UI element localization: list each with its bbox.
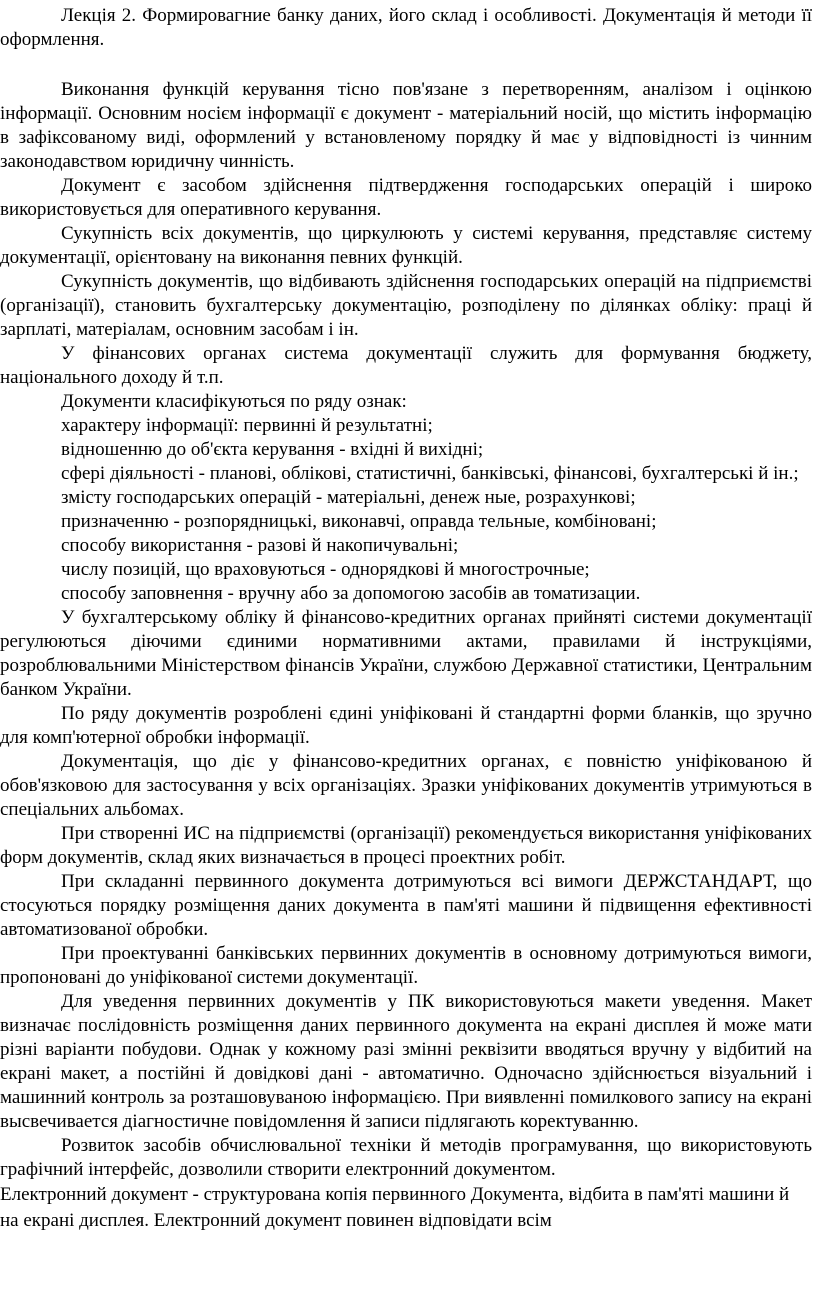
intro-paragraph: Сукупність всіх документів, що циркулюють у системі керування, представляє систему документації, орієнтовану на виконання певних функцій. xyxy=(0,223,812,268)
body-paragraph: При створенні ИС на підприємстві (організації) рекомендується використання уніфікованих форм документів, склад яких визначається в процесі проектних робіт. xyxy=(0,823,812,868)
body-paragraph: Документація, що діє у фінансово-кредитних органах, є повністю уніфікованою й обов'язковою для застосування у всіх організаціях. Зразки уніфікованих документів утримуються в спеціальних альбомах. xyxy=(0,751,812,820)
classification-item: змісту господарських операцій - матеріальні, денеж ные, розрахункові; xyxy=(61,487,636,508)
body-paragraph: При проектуванні банківських первинних документів в основному дотримуються вимоги, пропоновані до уніфікованої системи документації. xyxy=(0,943,812,988)
intro-paragraph: Виконання функцій керування тісно пов'язане з перетворенням, аналізом і оцінкою інформації. Основним носієм інформації є документ - матеріальний носій, що містить інформацію в зафіксованому виді, оформлений у встановленому порядку й має у відповідності із чинним законодавством юридичну чинність. xyxy=(0,79,812,172)
body-paragraph: При складанні первинного документа дотримуються всі вимоги ДЕРЖСТАНДАРТ, що стосуються порядку розміщення даних документа в пам'яті машини й підвищення ефективності автоматизованої обробки. xyxy=(0,871,812,940)
classification-item: призначенню - розпорядницькі, виконавчі, оправда тельные, комбіновані; xyxy=(61,511,657,532)
final-paragraph: Електронний документ - структурована копія первинного Документа, відбита в пам'яті машини й на екрані дисплея. Електронний документ повинен відповідати всім xyxy=(0,1184,790,1231)
intro-paragraph: Документ є засобом здійснення підтвердження господарських операцій і широко використовується для оперативного керування. xyxy=(0,175,812,220)
body-paragraph: По ряду документів розроблені єдині уніфіковані й стандартні форми бланків, що зручно для комп'ютерної обробки інформації. xyxy=(0,703,812,748)
classification-item: способу заповнення - вручну або за допомогою засобів ав томатизации. xyxy=(61,583,641,604)
classification-item: числу позицій, що враховуються - однорядкові й многострочные; xyxy=(61,559,590,580)
intro-paragraph: Сукупність документів, що відбивають здійснення господарських операцій на підприємстві (організації), становить бухгалтерську документацію, розподілену по ділянках обліку: праці й зарплаті, матеріалам, основним засобам і ін. xyxy=(0,271,812,340)
title-spacer xyxy=(0,52,812,78)
intro-paragraph: У фінансових органах система документації служить для формування бюджету, національного доходу й т.п. xyxy=(0,343,812,388)
body-paragraph: Розвиток засобів обчислювальної техніки й методів програмування, що використовують графічний інтерфейс, дозволили створити електронний документом. xyxy=(0,1135,812,1180)
classification-item: способу використання - разові й накопичувальні; xyxy=(61,535,459,556)
classification-item: характеру інформації: первинні й результатні; xyxy=(61,415,433,436)
body-paragraph: У бухгалтерському обліку й фінансово-кредитних органах прийняті системи документації регулюються діючими єдиними нормативними актами, правилами й інструкціями, розроблювальними Міністерством фінансів України, службою Державної статистики, Центральним банком України. xyxy=(0,607,812,700)
classification-item: відношенню до об'єкта керування - вхідні й вихідні; xyxy=(61,439,484,460)
classification-heading: Документи класифікуються по ряду ознак: xyxy=(61,391,407,412)
body-paragraph: Для уведення первинних документів у ПК використовуються макети уведення. Макет визначає послідовність розміщення даних первинного документа на екрані дисплея й може мати різні варіанти побудови. Однак у кожному разі змінні реквізити вводяться вручну у відбитий на екрані макет, а постійні й довідкові дані - автоматично. Одночасно здійснюється візуальний і машинний контроль за розташовуваною інформацією. При виявленні помилкового запису на екрані высвечивается діагностичне повідомлення й записи підлягають коректуванню. xyxy=(0,991,812,1132)
classification-item: сфері діяльності - планові, облікові, статистичні, банківські, фінансові, бухгалтерські й ін.; xyxy=(61,463,799,484)
lecture-title: Лекція 2. Формировагние банку даних, його склад і особливості. Документація й методи її оформлення. xyxy=(0,5,812,50)
